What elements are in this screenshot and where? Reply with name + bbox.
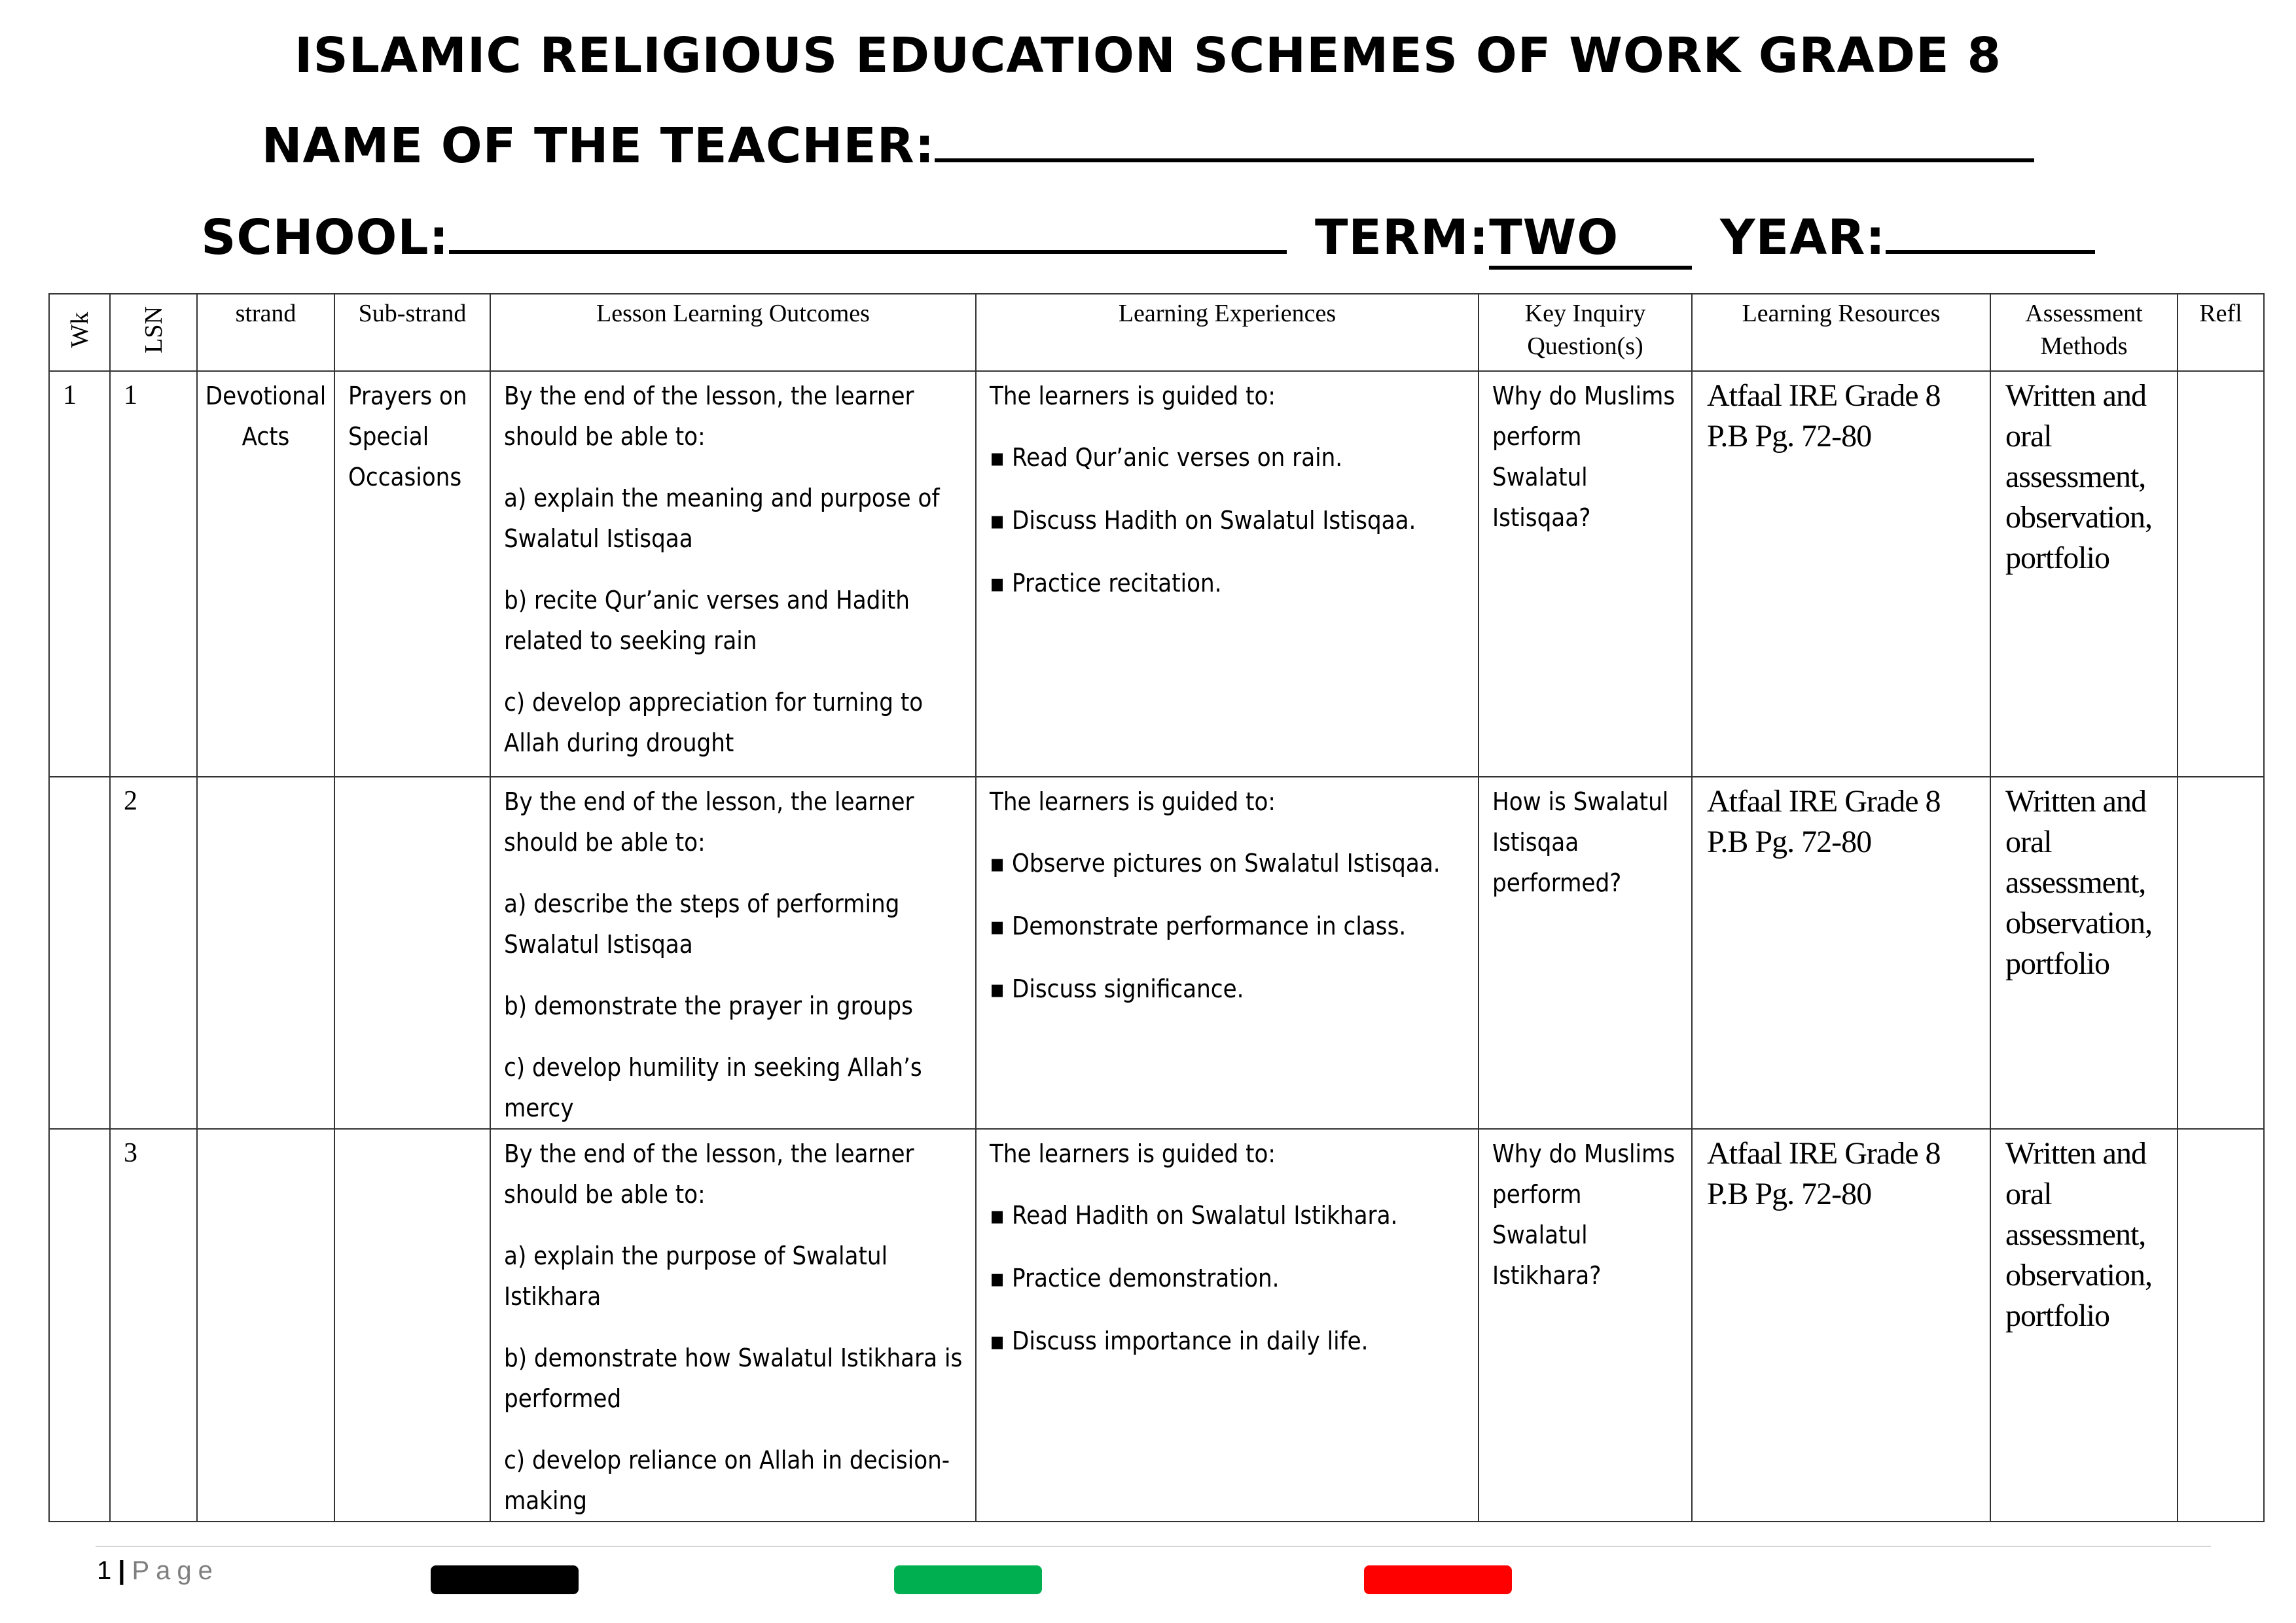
page-number-value: 1 [97,1556,112,1585]
header-wk-label: Wk [65,312,94,348]
wk-cell: 1 [49,371,110,777]
outcomes-cell [490,371,976,777]
header-resources: Learning Resources [1692,294,1990,371]
outcome-item: a) explain the purpose of Swalatul Istikhara [504,1241,888,1311]
term-value-text: TWO [1489,209,1619,266]
assessment-cell: Written and oral assessment, observation, portfolio [1990,1129,2178,1522]
assessment-cell: Written and oral assessment, observation, portfolio [1990,371,2178,777]
teacher-name-line [0,118,2296,174]
experience-item: ▪ Practice recitation. [990,563,1469,603]
inquiry-cell: Why do Muslims perform Swalatul Istisqaa? [1479,371,1692,777]
resources-cell: Atfaal IRE Grade 8 P.B Pg. 72-80 [1692,1129,1990,1522]
inquiry-cell: How is Swalatul Istisqaa performed? [1479,777,1692,1129]
outcome-item: c) develop humility in seeking Allah’s mercy [504,1053,922,1122]
outcomes-intro: By the end of the lesson, the learner should be able to: [504,382,914,451]
substrand-cell [334,777,490,1129]
lsn-cell: 2 [110,777,197,1129]
header-lsn [110,294,197,371]
table-row [49,371,2264,777]
table-row [49,1129,2264,1522]
teacher-label: NAME OF THE TEACHER: [261,118,935,174]
header-assessment: Assessment Methods [1990,294,2178,371]
header-strand: strand [197,294,334,371]
outcomes-cell [490,777,976,1129]
experiences-intro: The learners is guided to: [990,1139,1276,1168]
assessment-cell: Written and oral assessment, observation, portfolio [1990,777,2178,1129]
experience-item: ▪ Read Qur’anic verses on rain. [990,437,1469,478]
outcomes-cell [490,1129,976,1522]
school-term-year-line [0,209,2296,270]
reflection-cell[interactable] [2178,1129,2264,1522]
strand-cell: Devotional Acts [197,371,334,777]
reflection-cell[interactable] [2178,777,2264,1129]
header-experiences: Learning Experiences [976,294,1479,371]
outcome-item: a) explain the meaning and purpose of Swalatul Istisqaa [504,484,940,553]
outcome-item: b) demonstrate how Swalatul Istikhara is performed [504,1344,963,1413]
reflection-cell[interactable] [2178,371,2264,777]
outcome-item: c) develop reliance on Allah in decision-making [504,1446,950,1515]
header-outcomes: Lesson Learning Outcomes [490,294,976,371]
year-label: YEAR: [1719,209,1886,266]
teacher-name-blank[interactable] [935,119,2034,162]
page-word: Page [132,1556,219,1585]
header-inquiry: Key Inquiry Question(s) [1479,294,1692,371]
strand-cell [197,777,334,1129]
page-number [97,1556,219,1586]
header-lsn-label: LSN [139,306,168,353]
header-reflection: Refl [2178,294,2264,371]
table-header-row [49,294,2264,371]
experiences-intro: The learners is guided to: [990,787,1276,816]
inquiry-cell: Why do Muslims perform Swalatul Istikhara? [1479,1129,1692,1522]
lsn-cell: 3 [110,1129,197,1522]
outcomes-intro: By the end of the lesson, the learner should be able to: [504,787,914,857]
experiences-intro: The learners is guided to: [990,382,1276,410]
experiences-cell [976,1129,1479,1522]
term-value[interactable] [1489,209,1692,270]
document-title: ISLAMIC RELIGIOUS EDUCATION SCHEMES OF WORK GRADE 8 [295,27,2001,84]
school-label: SCHOOL: [201,209,450,266]
experience-item: ▪ Practice demonstration. [990,1258,1469,1298]
table-row [49,777,2264,1129]
experience-item: ▪ Demonstrate performance in class. [990,906,1469,946]
wk-cell [49,1129,110,1522]
header-wk [49,294,110,371]
substrand-cell: Prayers on Special Occasions [334,371,490,777]
footer-bar-green [894,1565,1042,1594]
experience-item: ▪ Discuss significance. [990,969,1469,1009]
resources-cell: Atfaal IRE Grade 8 P.B Pg. 72-80 [1692,777,1990,1129]
outcomes-intro: By the end of the lesson, the learner should be able to: [504,1139,914,1209]
experience-item: ▪ Read Hadith on Swalatul Istikhara. [990,1195,1469,1236]
page-number-separator: | [118,1556,126,1585]
year-blank[interactable] [1886,211,2095,254]
footer-bar-red [1364,1565,1512,1594]
term-label: TERM: [1314,209,1490,266]
experiences-cell [976,777,1479,1129]
school-blank[interactable] [449,211,1287,254]
header-substrand: Sub-strand [334,294,490,371]
resources-cell: Atfaal IRE Grade 8 P.B Pg. 72-80 [1692,371,1990,777]
substrand-cell [334,1129,490,1522]
experiences-cell [976,371,1479,777]
schemes-of-work-table [48,293,2265,1522]
wk-cell [49,777,110,1129]
outcome-item: a) describe the steps of performing Swalatul Istisqaa [504,889,900,959]
footer-divider [96,1546,2211,1547]
experience-item: ▪ Discuss Hadith on Swalatul Istisqaa. [990,500,1469,541]
footer-bar-black [431,1565,579,1594]
outcome-item: c) develop appreciation for turning to Allah during drought [504,688,924,757]
outcome-item: b) demonstrate the prayer in groups [504,991,913,1020]
experience-item: ▪ Observe pictures on Swalatul Istisqaa. [990,843,1469,883]
strand-cell [197,1129,334,1522]
experience-item: ▪ Discuss importance in daily life. [990,1321,1469,1361]
lsn-cell: 1 [110,371,197,777]
outcome-item: b) recite Qur’anic verses and Hadith related to seeking rain [504,586,910,655]
